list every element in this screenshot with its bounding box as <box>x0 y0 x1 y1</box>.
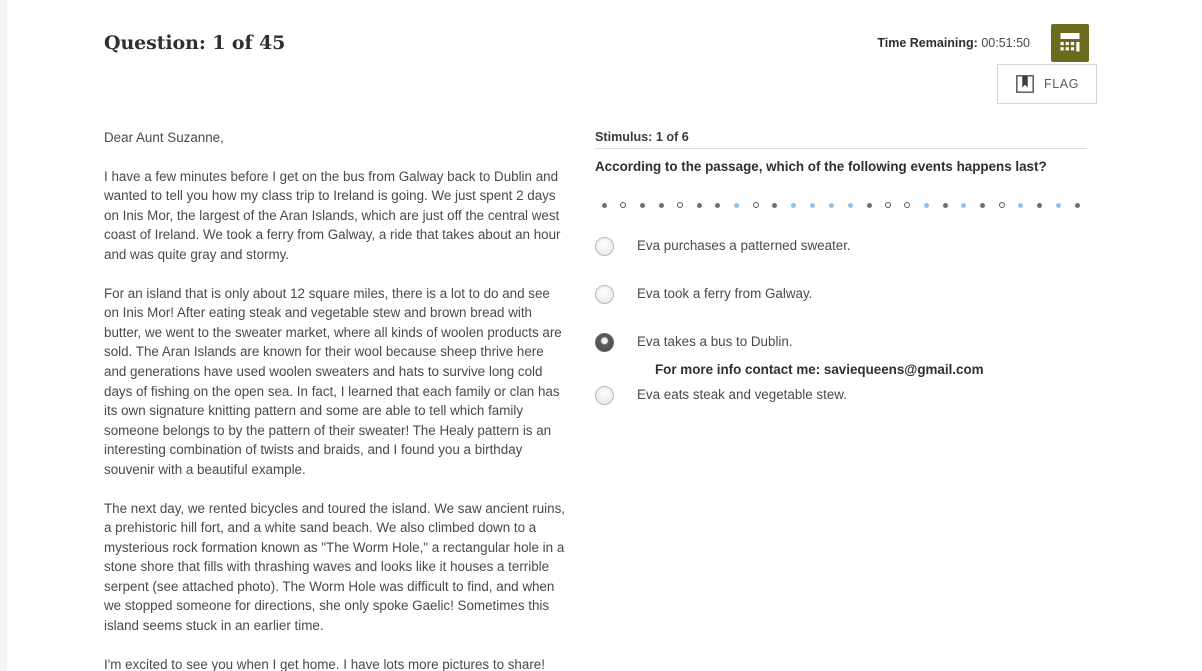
navigator-dot-10[interactable] <box>765 203 784 208</box>
navigator-dot-9[interactable] <box>746 202 765 208</box>
answer-option-label: Eva took a ferry from Galway. <box>637 286 813 301</box>
passage-paragraph: Dear Aunt Suzanne, <box>104 130 224 145</box>
navigator-dot-marker <box>791 203 796 208</box>
navigator-dot-7[interactable] <box>709 203 728 208</box>
injected-contact-note: For more info contact me: saviequeens@gmail.com <box>655 362 984 377</box>
navigator-dot-marker <box>753 202 759 208</box>
navigator-dot-14[interactable] <box>841 203 860 208</box>
navigator-dot-marker <box>1037 203 1042 208</box>
navigator-dot-marker <box>885 202 891 208</box>
navigator-dot-marker <box>697 203 702 208</box>
answer-option-4[interactable] <box>595 385 1087 411</box>
calculator-button[interactable] <box>1051 24 1089 62</box>
navigator-dot-marker <box>924 203 929 208</box>
navigator-dot-4[interactable] <box>652 203 671 208</box>
navigator-dot-marker <box>1075 203 1080 208</box>
flag-bookmark-icon <box>1015 74 1035 94</box>
stimulus-header <box>595 130 1087 149</box>
radio-button-selected[interactable] <box>595 333 614 352</box>
navigator-dot-marker <box>734 203 739 208</box>
question-prompt: According to the passage, which of the following events happens last? <box>595 159 1047 174</box>
navigator-dot-marker <box>810 203 815 208</box>
navigator-dot-8[interactable] <box>727 203 746 208</box>
navigator-dot-marker <box>848 203 853 208</box>
answer-option-label: Eva takes a bus to Dublin. <box>637 334 793 349</box>
navigator-dot-1[interactable] <box>595 203 614 208</box>
navigator-dot-18[interactable] <box>917 203 936 208</box>
navigator-dot-marker <box>677 202 683 208</box>
navigator-dot-marker <box>659 203 664 208</box>
time-remaining-value: 00:51:50 <box>981 36 1030 50</box>
answer-option-2[interactable] <box>595 284 1087 310</box>
navigator-dot-11[interactable] <box>784 203 803 208</box>
question-panel <box>595 130 1087 411</box>
passage-text <box>104 128 566 671</box>
answer-option-label: Eva eats steak and vegetable stew. <box>637 387 847 402</box>
navigator-dot-marker <box>943 203 948 208</box>
answer-option-3[interactable] <box>595 332 1087 358</box>
question-label: Question: <box>104 32 206 54</box>
radio-button[interactable] <box>595 285 614 304</box>
navigator-dot-marker <box>1018 203 1023 208</box>
question-navigator-dots[interactable] <box>595 198 1087 212</box>
navigator-dot-marker <box>904 202 910 208</box>
passage-paragraph: I'm excited to see you when I get home. I have lots more pictures to share! <box>104 656 545 671</box>
exam-header <box>7 14 1202 58</box>
window-left-edge <box>0 0 7 671</box>
navigator-dot-2[interactable] <box>614 202 633 208</box>
stimulus-counter: 1 of 6 <box>655 130 689 144</box>
navigator-dot-marker <box>620 202 626 208</box>
flag-button-label: FLAG <box>1043 77 1080 91</box>
navigator-dot-marker <box>961 203 966 208</box>
navigator-dot-marker <box>980 203 985 208</box>
navigator-dot-marker <box>715 203 720 208</box>
passage-paragraph: I have a few minutes before I get on the bus from Galway back to Dublin and wanted to tell you how my class trip to Ireland is going. We just spent 2 days on Inis Mor, the largest of the Aran Islands, which are just off the central west coast of Ireland. We took a ferry from Galway, a ride that takes about an hour and was quite gray and stormy. <box>104 168 561 262</box>
flag-button[interactable] <box>997 64 1097 104</box>
navigator-dot-12[interactable] <box>803 203 822 208</box>
navigator-dot-marker <box>829 203 834 208</box>
navigator-dot-marker <box>999 202 1005 208</box>
navigator-dot-26[interactable] <box>1068 203 1087 208</box>
navigator-dot-22[interactable] <box>992 202 1011 208</box>
navigator-dot-15[interactable] <box>860 203 879 208</box>
passage-paragraph: The next day, we rented bicycles and toured the island. We saw ancient ruins, a prehistoric hill fort, and a white sand beach. We also climbed down to a mysterious rock formation known as "The Worm Hole," a rectangular hole in a stone shore that fills with thrashing waves and looks like it houses a terrible serpent (see attached photo). The Worm Hole was difficult to find, and when we stopped someone for directions, she only spoke Gaelic! Sometimes this island seems stuck in an earlier time. <box>104 500 565 634</box>
navigator-dot-marker <box>772 203 777 208</box>
navigator-dot-marker <box>1056 203 1061 208</box>
answer-option-1[interactable] <box>595 236 1087 262</box>
answer-options <box>595 236 1087 411</box>
time-remaining <box>877 36 1030 50</box>
page-title <box>104 32 285 54</box>
navigator-dot-13[interactable] <box>822 203 841 208</box>
navigator-dot-17[interactable] <box>898 202 917 208</box>
time-remaining-label: Time Remaining: <box>877 36 978 50</box>
stimulus-label: Stimulus: <box>595 130 653 144</box>
question-counter: 1 of 45 <box>212 32 286 54</box>
navigator-dot-3[interactable] <box>633 203 652 208</box>
answer-option-label: Eva purchases a patterned sweater. <box>637 238 851 253</box>
calculator-icon <box>1058 30 1082 56</box>
navigator-dot-marker <box>867 203 872 208</box>
radio-button[interactable] <box>595 237 614 256</box>
navigator-dot-21[interactable] <box>973 203 992 208</box>
navigator-dot-16[interactable] <box>879 202 898 208</box>
radio-button[interactable] <box>595 386 614 405</box>
navigator-dot-19[interactable] <box>936 203 955 208</box>
navigator-dot-6[interactable] <box>690 203 709 208</box>
passage-paragraph: For an island that is only about 12 square miles, there is a lot to do and see on Inis Mor! After eating steak and vegetable stew and brown bread with butter, we went to the sweater market, where all kinds of woolen products are sold. The Aran Islands are known for their wool because sheep thrive here and generations have used woolen sweaters and hats to survive long cold days of fishing on the open sea. In fact, I learned that each family or clan has its own signature knitting pattern and some are able to tell which family someone belongs to by the pattern of their sweater! The Healy pattern is an interesting combination of twists and braids, and I found you a birthday souvenir with a beautiful example. <box>104 285 562 477</box>
navigator-dot-5[interactable] <box>671 202 690 208</box>
navigator-dot-20[interactable] <box>955 203 974 208</box>
navigator-dot-25[interactable] <box>1049 203 1068 208</box>
navigator-dot-marker <box>640 203 645 208</box>
exam-page <box>7 0 1202 671</box>
navigator-dot-23[interactable] <box>1011 203 1030 208</box>
navigator-dot-marker <box>602 203 607 208</box>
navigator-dot-24[interactable] <box>1030 203 1049 208</box>
